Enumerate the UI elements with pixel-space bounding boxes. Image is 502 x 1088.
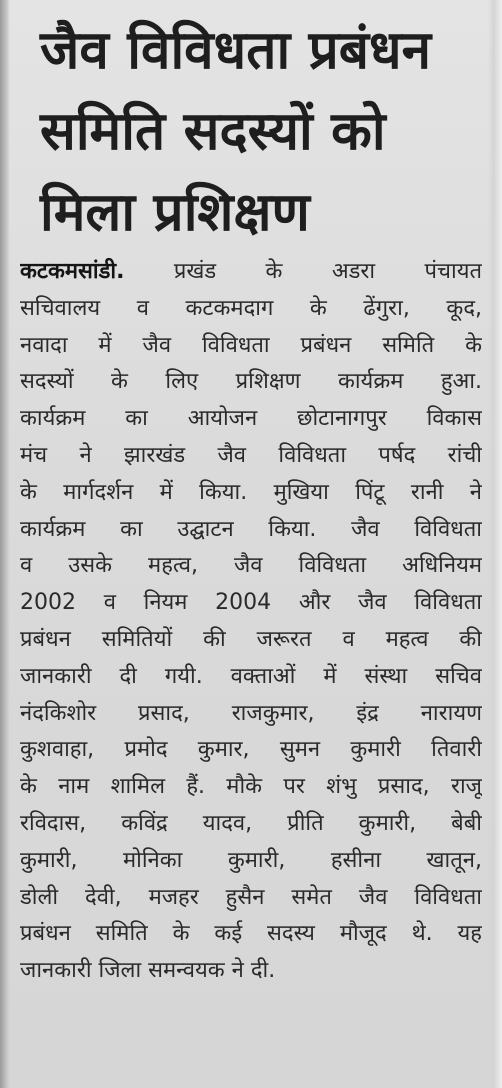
article-line: प्रबंधन समिति के कई सदस्य मौजूद थे. यह (20, 921, 482, 947)
headline-line-3: मिला प्रशिक्षण (40, 182, 310, 243)
headline-line-1: जैव विविधता प्रबंधन (40, 20, 432, 81)
article-line: कुमारी, मोनिका कुमारी, हसीना खातून, (20, 847, 482, 873)
article-line (20, 254, 482, 291)
first-line-text: प्रखंड के अडरा पंचायत (173, 259, 482, 284)
article-line: रविदास, कविंद्र यादव, प्रीति कुमारी, बेबी (20, 810, 482, 836)
article-body (20, 254, 482, 990)
article-line: व उसके महत्व, जैव विविधता अधिनियम (20, 553, 482, 579)
article-line: प्रबंधन समितियों की जरूरत व महत्व की (20, 626, 482, 652)
article-line: के नाम शामिल हैं. मौके पर शंभु प्रसाद, राजू (20, 774, 482, 800)
article-line: कार्यक्रम का आयोजन छोटानागपुर विकास (20, 406, 482, 432)
article-line: नंदकिशोर प्रसाद, राजकुमार, इंद्र नारायण (20, 700, 482, 726)
article-line: कार्यक्रम का उद्घाटन किया. जैव विविधता (20, 516, 482, 542)
article-headline (40, 10, 480, 253)
article-line: नवादा में जैव विविधता प्रबंधन समिति के (20, 332, 482, 358)
headline-line-2: समिति सदस्यों को (40, 101, 386, 162)
article-line: जानकारी जिला समन्वयक ने दी. (20, 958, 276, 984)
dateline: कटकमसांडी. (20, 259, 125, 284)
page-left-edge (0, 0, 10, 1088)
article-line: के मार्गदर्शन में किया. मुखिया पिंटू रानी ने (20, 479, 482, 505)
article-line: मंच ने झारखंड जैव विविधता पर्षद रांची (20, 442, 482, 468)
article-line: सचिवालय व कटकमदाग के ढेंगुरा, कूद, (20, 295, 482, 321)
page-right-edge (488, 0, 502, 1088)
article-line: जानकारी दी गयी. वक्ताओं में संस्था सचिव (20, 663, 482, 689)
article-line: सदस्यों के लिए प्रशिक्षण कार्यक्रम हुआ. (20, 369, 482, 395)
article-line: 2002 व नियम 2004 और जैव विविधता (20, 590, 482, 616)
article-line: डोली देवी, मजहर हुसैन समेत जैव विविधता (20, 884, 482, 910)
article-line: कुशवाहा, प्रमोद कुमार, सुमन कुमारी तिवारी (20, 737, 482, 763)
